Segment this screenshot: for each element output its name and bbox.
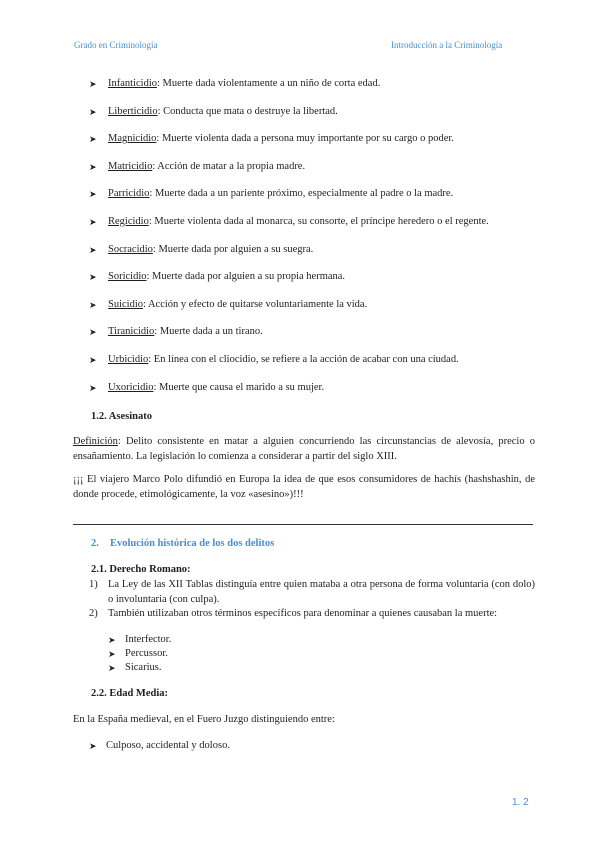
definition-item <box>89 243 549 271</box>
header-subject: Introducción a la Criminología <box>391 40 503 50</box>
arrow-bullet-icon: ➤ <box>89 106 97 117</box>
definition-item <box>89 298 549 326</box>
definition-term: Infanticidio <box>108 78 157 89</box>
definition-text: : En línea con el cliocidio, se refiere a la acción de acabar con una ciudad. <box>148 353 459 365</box>
arrow-bullet-icon: ➤ <box>108 663 116 673</box>
definition-text: : Muerte dada a un pariente próximo, especialmente al padre o la madre. <box>149 188 454 200</box>
arrow-bullet-icon: ➤ <box>89 189 97 200</box>
section-divider <box>73 524 533 525</box>
definition-text: : Acción de matar a la propia madre. <box>152 160 306 172</box>
definition-text: : Muerte que causa el marido a su mujer. <box>153 381 325 393</box>
roman-term: Sicarius. <box>125 662 162 673</box>
definition-body <box>108 270 345 284</box>
definition-body <box>108 325 263 339</box>
arrow-bullet-icon: ➤ <box>89 741 97 751</box>
item-number: 1) <box>89 579 98 590</box>
definition-text: : Muerte violenta dada al monarca, su consorte, el príncipe heredero o el regente. <box>148 215 489 227</box>
definition-item <box>89 215 549 243</box>
definition-text: : Delito consistente en matar a alguien concurriendo las circunstancias de alevosía, precio o ensañamiento. La legislación lo comienza a considerar a partir del siglo XIII. <box>73 436 535 462</box>
definition-item <box>89 353 549 381</box>
header-course: Grado en Criminología <box>74 40 158 50</box>
definition-body <box>108 187 453 201</box>
item-text: La Ley de las XII Tablas distinguía entre quien mataba a otra persona de forma voluntaria (con dolo) o involuntaria (con culpa). <box>108 579 535 605</box>
definition-term: Liberticidio <box>108 105 158 117</box>
edad-media-text: Culposo, accidental y doloso. <box>106 740 230 751</box>
section-number: 2. <box>91 538 99 549</box>
roman-term-item <box>108 633 171 647</box>
definition-text: : Conducta que mata o destruye la libertad. <box>157 105 338 117</box>
arrow-bullet-icon: ➤ <box>108 635 116 645</box>
page-number: 1. 2 <box>512 797 529 808</box>
definition-item <box>89 325 549 353</box>
item-text: También utilizaban otros términos específicos para denominar a quienes causaban la muerte: <box>108 608 498 619</box>
definition-item <box>89 77 549 105</box>
arrow-bullet-icon: ➤ <box>89 327 97 338</box>
edad-media-item <box>89 739 529 753</box>
arrow-bullet-icon: ➤ <box>89 216 97 227</box>
definition-body <box>108 132 454 146</box>
definition-term: Socracidio <box>108 243 153 255</box>
arrow-bullet-icon: ➤ <box>89 134 97 145</box>
numbered-item <box>89 607 535 622</box>
section-title: Evolución histórica de los dos delitos <box>110 538 275 549</box>
definition-item <box>89 381 549 409</box>
section-heading-evolucion <box>91 538 274 549</box>
definition-term: Magnicidio <box>108 133 157 145</box>
definition-body <box>108 215 489 229</box>
arrow-bullet-icon: ➤ <box>89 272 97 283</box>
roman-terms-list <box>108 633 171 675</box>
roman-term-item <box>108 647 171 661</box>
roman-term: Percussor. <box>125 648 168 659</box>
definition-body <box>108 105 338 119</box>
section-heading-edad-media: 2.2. Edad Media: <box>91 688 169 699</box>
arrow-bullet-icon: ➤ <box>89 79 97 89</box>
definition-text: : Acción y efecto de quitarse voluntariamente la vida. <box>143 298 368 310</box>
definition-text: : Muerte dada por alguien a su propia hermana. <box>146 271 346 283</box>
definition-text: : Muerte dada a un tirano. <box>154 326 263 338</box>
arrow-bullet-icon: ➤ <box>89 382 97 393</box>
edad-media-list <box>89 739 529 753</box>
definition-text: : Muerte violenta dada a persona muy importante por su cargo o poder. <box>156 133 454 145</box>
edad-media-intro: En la España medieval, en el Fuero Juzgo distinguiendo entre: <box>73 714 335 725</box>
definition-body <box>108 243 313 257</box>
definition-body <box>108 77 380 91</box>
roman-term: Interfector. <box>125 634 172 645</box>
arrow-bullet-icon: ➤ <box>89 244 97 255</box>
definition-item <box>89 132 549 160</box>
definition-term: Suicidio <box>108 298 144 310</box>
arrow-bullet-icon: ➤ <box>89 354 97 365</box>
definition-text: : Muerte dada por alguien a su suegra. <box>152 243 314 255</box>
definition-item <box>89 105 549 133</box>
definition-item <box>89 270 549 298</box>
definition-text: : Muerte dada violentamente a un niño de corta edad. <box>156 78 381 89</box>
definition-term: Parricidio <box>108 188 150 200</box>
definition-item <box>89 160 549 188</box>
numbered-item <box>89 578 535 607</box>
roman-term-item <box>108 661 171 675</box>
definition-list <box>89 77 549 408</box>
arrow-bullet-icon: ➤ <box>89 299 97 310</box>
definition-term: Uxoricidio <box>108 381 154 393</box>
definition-term: Regicidio <box>108 215 149 227</box>
asesinato-note: ¡¡¡ El viajero Marco Polo difundió en Europa la idea de que esos consumidores de hachís (hashshashin, de donde procede, etimológicamente, la voz «asesino»)!!! <box>73 474 535 500</box>
asesinato-definition <box>73 435 535 464</box>
item-number: 2) <box>89 608 98 619</box>
definition-term: Soricidio <box>108 271 147 283</box>
section-heading-derecho-romano: 2.1. Derecho Romano: <box>91 564 191 575</box>
section-heading-asesinato: 1.2. Asesinato <box>91 411 152 422</box>
definition-label: Definición <box>73 436 118 447</box>
definition-term: Matricidio <box>108 160 153 172</box>
arrow-bullet-icon: ➤ <box>108 649 116 659</box>
definition-body <box>108 381 324 395</box>
definition-body <box>108 298 367 312</box>
arrow-bullet-icon: ➤ <box>89 161 97 172</box>
definition-body <box>108 160 305 174</box>
definition-body <box>108 353 459 367</box>
definition-item <box>89 187 549 215</box>
definition-term: Tiranicidio <box>108 326 155 338</box>
derecho-romano-list <box>89 578 535 622</box>
definition-term: Urbicidio <box>108 353 149 365</box>
